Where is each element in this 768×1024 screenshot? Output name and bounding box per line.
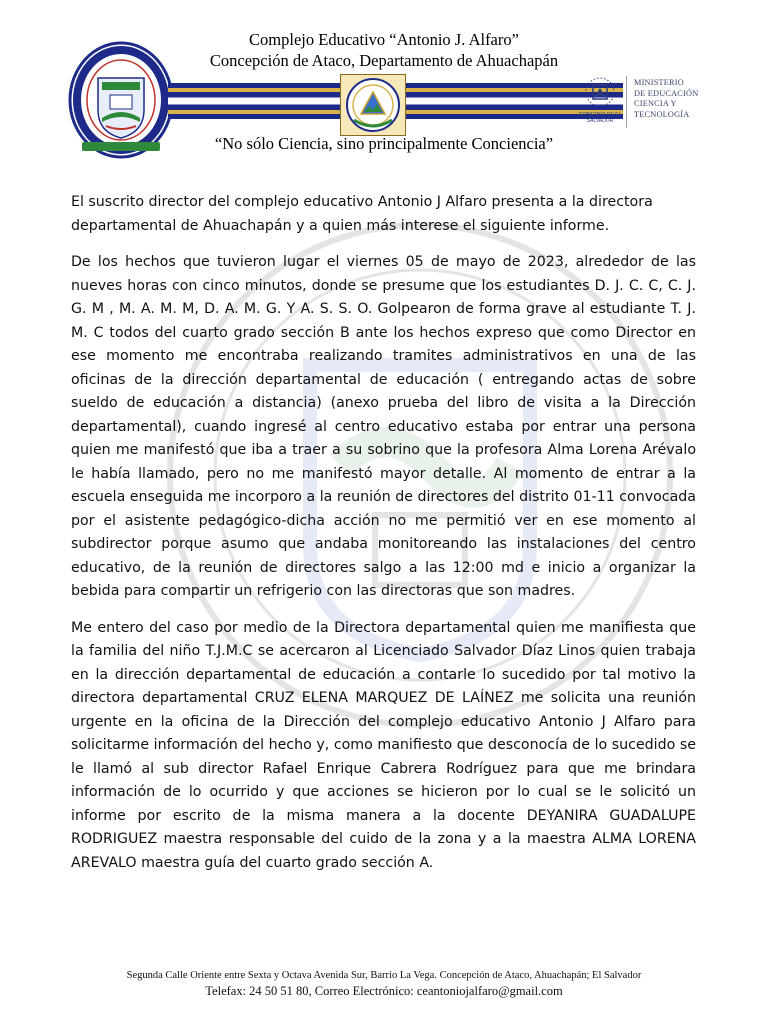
- institution-name: Complejo Educativo “Antonio J. Alfaro”: [249, 30, 519, 49]
- ministry-line: TECNOLOGÍA: [634, 109, 690, 119]
- ministry-line: CIENCIA Y: [634, 99, 677, 108]
- institution-location: Concepción de Ataco, Departamento de Ahuachapán: [209, 51, 559, 70]
- government-emblem-icon: [584, 76, 616, 108]
- paragraph-intro: El suscrito director del complejo educativo Antonio J Alfaro presenta a la directora departamental de Ahuachapán y a quien más interese el siguiente informe.: [71, 194, 653, 234]
- government-label: GOBIERNO DE EL SALVADOR: [578, 112, 622, 124]
- letterhead: [0, 0, 768, 170]
- national-coat-of-arms: [340, 74, 406, 136]
- footer-contact: Telefax: 24 50 51 80, Correo Electrónico: ceantoniojalfaro@gmail.com: [205, 984, 563, 998]
- paragraph-followup: Me entero del caso por medio de la Directora departamental quien me manifiesta que la familia del niño T.J.M.C se acercaron al Licenciado Salvador Díaz Linos quien trabaja en la dirección departamental de educación a contarle lo sucedido por tal motivo la directora departamental CRUZ ELENA MARQUEZ DE LAÍNEZ me solicita una reunión urgente en la oficina de la Dirección del complejo educativo Antonio J Alfaro para solicitarme información del hecho y, como manifiesto que desconocía de lo sucedido se le llamó al sub director Rafael Enrique Cabrera Rodríguez para que me brindara información de lo ocurrido y que acciones se hicieron por lo cual se le solicitó un informe por escrito de la misma manera a la docente DEYANIRA GUADALUPE RODRIGUEZ maestra responsable del cuido de la zona y a la maestra ALMA LORENA AREVALO maestra guía del cuarto grado sección A.: [71, 619, 696, 871]
- school-motto: “No sólo Ciencia, sino principalmente Conciencia”: [214, 134, 554, 153]
- ministry-line: DE EDUCACIÓN: [634, 88, 699, 98]
- paragraph-events: De los hechos que tuvieron lugar el viernes 05 de mayo de 2023, alrededor de las nueves horas con cinco minutos, donde se presume que los estudiantes D. J. C. C, C. J. G. M , M. A. M. M, D. A. M. G. Y A. S. S. O. Golpearon de forma grave al estudiante T. J. M. C todos del cuarto grado sección B ante los hechos expreso que como Director en ese momento me encontraba realizando tramites administrativos en una de las oficinas de la dirección departamental de educación ( entregando actas de sobre sueldo de educación a distancia) (anexo prueba del libro de visita a la Dirección departamental), cuando ingresé al centro educativo estaba por entrar una persona quien me manifestó que iba a traer a su sobrino que la profesora Alma Lorena Arévalo le había llamado, pero no me manifestó mayor detalle. Al momento de entrar a la escuela enseguida me incorporo a la reunión de directores del distrito 01-11 convocada por el asistente pedagógico-dicha acción no me permitió ver en ese momento al subdirector porque asumo que andaba monitoreando las instalaciones del centro educativo, de la reunión de directores salgo a las 12:00 md e inicio a organizar la bebida para compartir un refrigerio con las directoras que son madres.: [71, 254, 696, 599]
- ministry-education-logo: [578, 72, 728, 132]
- report-body: [71, 191, 696, 888]
- ministry-divider: [626, 76, 627, 128]
- footer-address: Segunda Calle Oriente entre Sexta y Octava Avenida Sur, Barrio La Vega. Concepción de Ataco, Ahuachapán; El Salvador: [126, 970, 642, 981]
- letter-footer: [0, 970, 768, 999]
- ministry-line: MINISTERIO: [634, 78, 684, 87]
- ministry-name: [634, 78, 729, 120]
